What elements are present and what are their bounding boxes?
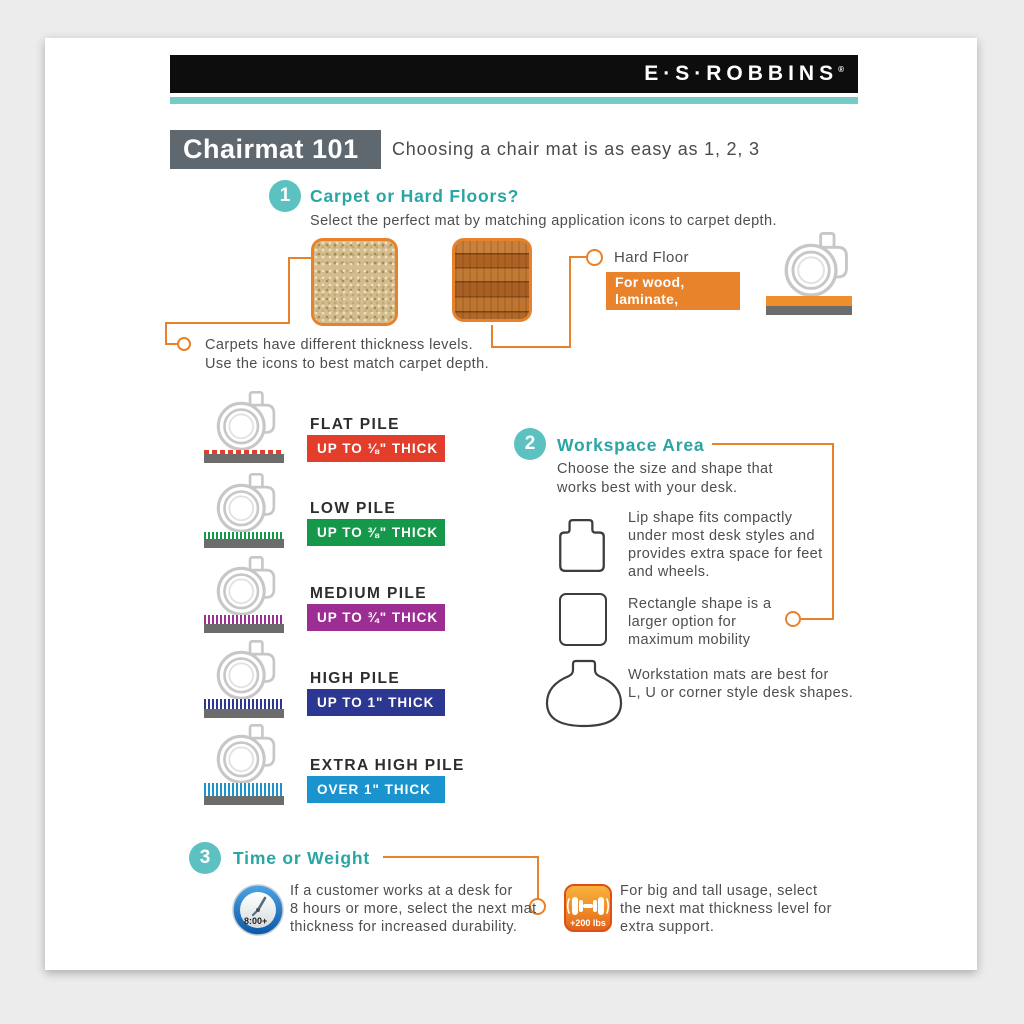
floor-base — [204, 454, 284, 463]
pile-stripe — [204, 783, 284, 796]
weight-icon-label: +200 lbs — [570, 918, 606, 928]
connector-line — [491, 346, 571, 348]
hard-floor-mat-stripe — [766, 296, 852, 306]
pile-stripe — [204, 532, 284, 539]
pile-thickness-bar: OVER 1" THICK — [307, 776, 445, 803]
registered-mark: ® — [838, 65, 844, 74]
time-text-line: 8 hours or more, select the next mat — [290, 901, 537, 917]
step-3-number-badge: 3 — [189, 842, 221, 874]
time-text-line: thickness for increased durability. — [290, 919, 518, 935]
weight-text-line: extra support. — [620, 919, 715, 935]
connector-line — [569, 256, 571, 348]
lip-shape-text-line: and wheels. — [628, 564, 710, 580]
hard-floor-box-line-2: tile and more. — [615, 308, 711, 324]
pile-stripe — [204, 615, 284, 624]
page-subtitle: Choosing a chair mat is as easy as 1, 2, 3 — [392, 139, 760, 159]
hard-floor-label: Hard Floor — [614, 249, 689, 266]
caster-icon — [207, 724, 279, 784]
step-1-number-badge: 1 — [269, 180, 301, 212]
pile-row — [203, 474, 287, 549]
pile-thickness-bar: UP TO ⅛" THICK — [307, 435, 445, 462]
connector-line — [165, 322, 167, 345]
rectangle-mat-shape-icon — [559, 593, 607, 646]
step-1-subtext: Select the perfect mat by matching application icons to carpet depth. — [310, 213, 777, 229]
floor-base — [204, 624, 284, 633]
carpet-note-line-1: Carpets have different thickness levels. — [205, 337, 474, 353]
step-3-heading: Time or Weight — [233, 848, 370, 868]
weight-200lbs-icon — [564, 884, 612, 932]
pile-row — [203, 392, 287, 464]
connector-node — [785, 611, 801, 627]
pile-thickness-bar: UP TO 1" THICK — [307, 689, 445, 716]
caster-icon — [207, 640, 279, 700]
pile-label: MEDIUM PILE — [310, 585, 428, 602]
step-2-subtext-line-2: works best with your desk. — [557, 480, 738, 496]
hardwood-swatch-image — [452, 238, 532, 322]
weight-text-line: For big and tall usage, select — [620, 883, 818, 899]
caster-icon — [207, 556, 279, 616]
pile-row — [203, 557, 287, 634]
pile-thickness-bar: UP TO ⅜" THICK — [307, 519, 445, 546]
floor-base — [766, 306, 852, 315]
floor-base — [204, 709, 284, 718]
connector-node — [177, 337, 191, 351]
caster-icon — [773, 232, 853, 297]
lip-shape-text-line: under most desk styles and — [628, 528, 815, 544]
lip-shape-text-line: Lip shape fits compactly — [628, 510, 793, 526]
clock-8-hours-icon — [232, 884, 284, 936]
workstation-shape-text-line: L, U or corner style desk shapes. — [628, 685, 854, 701]
connector-line — [712, 443, 834, 445]
carpet-note-line-2: Use the icons to best match carpet depth. — [205, 356, 489, 372]
rectangle-shape-text-line: larger option for — [628, 614, 737, 630]
connector-line — [288, 257, 290, 324]
hard-floor-description-box — [606, 272, 740, 324]
step-2-heading: Workspace Area — [557, 435, 705, 455]
connector-line — [537, 856, 539, 899]
connector-line — [383, 856, 539, 858]
connector-line — [800, 618, 834, 620]
weight-text-line: the next mat thickness level for — [620, 901, 832, 917]
pile-label: EXTRA HIGH PILE — [310, 757, 465, 774]
connector-node — [586, 249, 603, 266]
carpet-swatch-image — [311, 238, 398, 326]
rectangle-shape-text-line: maximum mobility — [628, 632, 751, 648]
pile-row — [203, 641, 287, 719]
pile-stripe — [204, 699, 284, 709]
caster-icon — [207, 391, 279, 451]
connector-line — [288, 257, 312, 259]
rectangle-shape-text-line: Rectangle shape is a — [628, 596, 772, 612]
brand-bar — [170, 55, 858, 93]
connector-line — [491, 325, 493, 348]
step-2-number-badge: 2 — [514, 428, 546, 460]
page-title: Chairmat 101 — [170, 130, 381, 169]
accent-stripe — [170, 97, 858, 104]
floor-base — [204, 539, 284, 548]
pile-thickness-bar: UP TO ¾" THICK — [307, 604, 445, 631]
pile-label: FLAT PILE — [310, 416, 400, 433]
time-text-line: If a customer works at a desk for — [290, 883, 513, 899]
workstation-shape-text-line: Workstation mats are best for — [628, 667, 829, 683]
pile-row — [203, 725, 287, 806]
workstation-mat-shape-icon — [543, 658, 625, 730]
brand-logo: E·S·ROBBINS® — [644, 62, 844, 85]
pile-label: HIGH PILE — [310, 670, 401, 687]
connector-line — [569, 256, 587, 258]
pile-label: LOW PILE — [310, 500, 397, 517]
clock-icon-label: 8:00+ — [244, 916, 268, 926]
connector-line — [165, 343, 177, 345]
connector-line — [832, 443, 834, 620]
hard-floor-box-line-1: For wood, laminate, — [615, 274, 685, 307]
step-2-subtext-line-1: Choose the size and shape that — [557, 461, 773, 477]
connector-line — [165, 322, 290, 324]
lip-mat-shape-icon — [556, 516, 608, 574]
lip-shape-text-line: provides extra space for feet — [628, 546, 823, 562]
step-1-heading: Carpet or Hard Floors? — [310, 186, 520, 206]
floor-base — [204, 796, 284, 805]
caster-icon — [207, 473, 279, 533]
page-card — [45, 38, 977, 970]
hard-floor-caster-illustration — [763, 232, 853, 316]
